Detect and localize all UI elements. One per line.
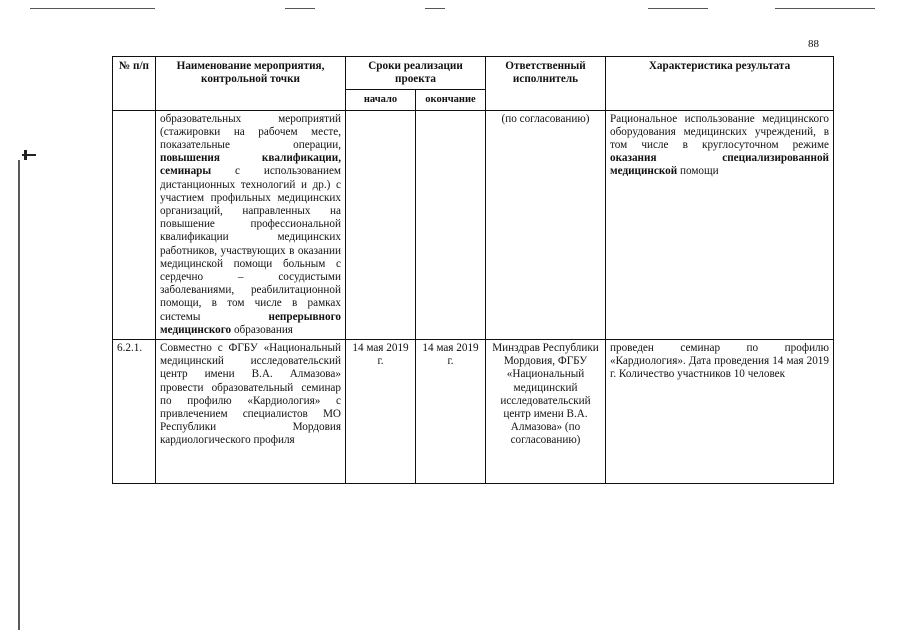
binding-margin-line — [18, 160, 20, 630]
result-part: помощи — [677, 165, 719, 178]
header-num: № п/п — [113, 57, 156, 111]
binding-margin-mark — [24, 150, 27, 160]
cell-responsible: Минздрав Республики Мордовия, ФГБУ «Национальный медицинский исследовательский центр имени В.А. Алмазова» (по согласованию) — [486, 340, 606, 484]
header-responsible: Ответственный исполнитель — [486, 57, 606, 111]
page-number: 88 — [808, 38, 819, 50]
cell-result: проведен семинар по профилю «Кардиология». Дата проведения 14 мая 2019 г. Количество участников 10 человек — [606, 340, 834, 484]
project-plan-table — [112, 56, 834, 484]
header-end: окончание — [416, 90, 486, 110]
table-row — [113, 340, 834, 484]
scan-edge-mark — [425, 8, 445, 9]
cell-start — [346, 110, 416, 339]
scan-edge-mark — [30, 8, 155, 9]
cell-name — [156, 110, 346, 339]
table-row — [113, 110, 834, 339]
cell-end — [416, 110, 486, 339]
table-header-row — [113, 57, 834, 90]
cell-num: 6.2.1. — [113, 340, 156, 484]
name-part: с использованием дистанционных технологий и др.) с участием профильных медицинских организаций, направленных на повышение профессиональной квалификации медицинских работников, участвующих в оказании медицинской помощи больным с сердечно – сосудистыми заболеваниями, реабилитационной помощи, в том числе в рамках системы — [160, 165, 341, 323]
name-part-bold: непрерывного медицинского — [160, 310, 341, 336]
scan-edge-mark — [648, 8, 708, 9]
name-part: образования — [231, 323, 293, 336]
cell-num — [113, 110, 156, 339]
result-part-bold: оказания специализированной медицинской — [610, 152, 829, 178]
header-result: Характеристика результата — [606, 57, 834, 111]
scan-edge-mark — [775, 8, 875, 9]
name-part: образовательных мероприятий (стажировки на рабочем месте, показательные операции, — [160, 112, 341, 152]
cell-result — [606, 110, 834, 339]
header-name: Наименование мероприятия, контрольной точки — [156, 57, 346, 111]
cell-end: 14 мая 2019 г. — [416, 340, 486, 484]
name-part-bold: повышения квалификации, семинары — [160, 152, 341, 178]
scan-edge-mark — [285, 8, 315, 9]
header-terms: Сроки реализации проекта — [346, 57, 486, 90]
header-start: начало — [346, 90, 416, 110]
cell-start: 14 мая 2019 г. — [346, 340, 416, 484]
cell-name: Совместно с ФГБУ «Национальный медицинский исследовательский центр имени В.А. Алмазова» провести образовательный семинар по профилю «Кардиология» с привлечением специалистов МО Республики Мордовия кардиологического профиля — [156, 340, 346, 484]
cell-responsible: (по согласованию) — [486, 110, 606, 339]
result-part: Рациональное использование медицинского оборудования медицинских учреждений, в том числе в круглосуточном режиме — [610, 112, 829, 152]
